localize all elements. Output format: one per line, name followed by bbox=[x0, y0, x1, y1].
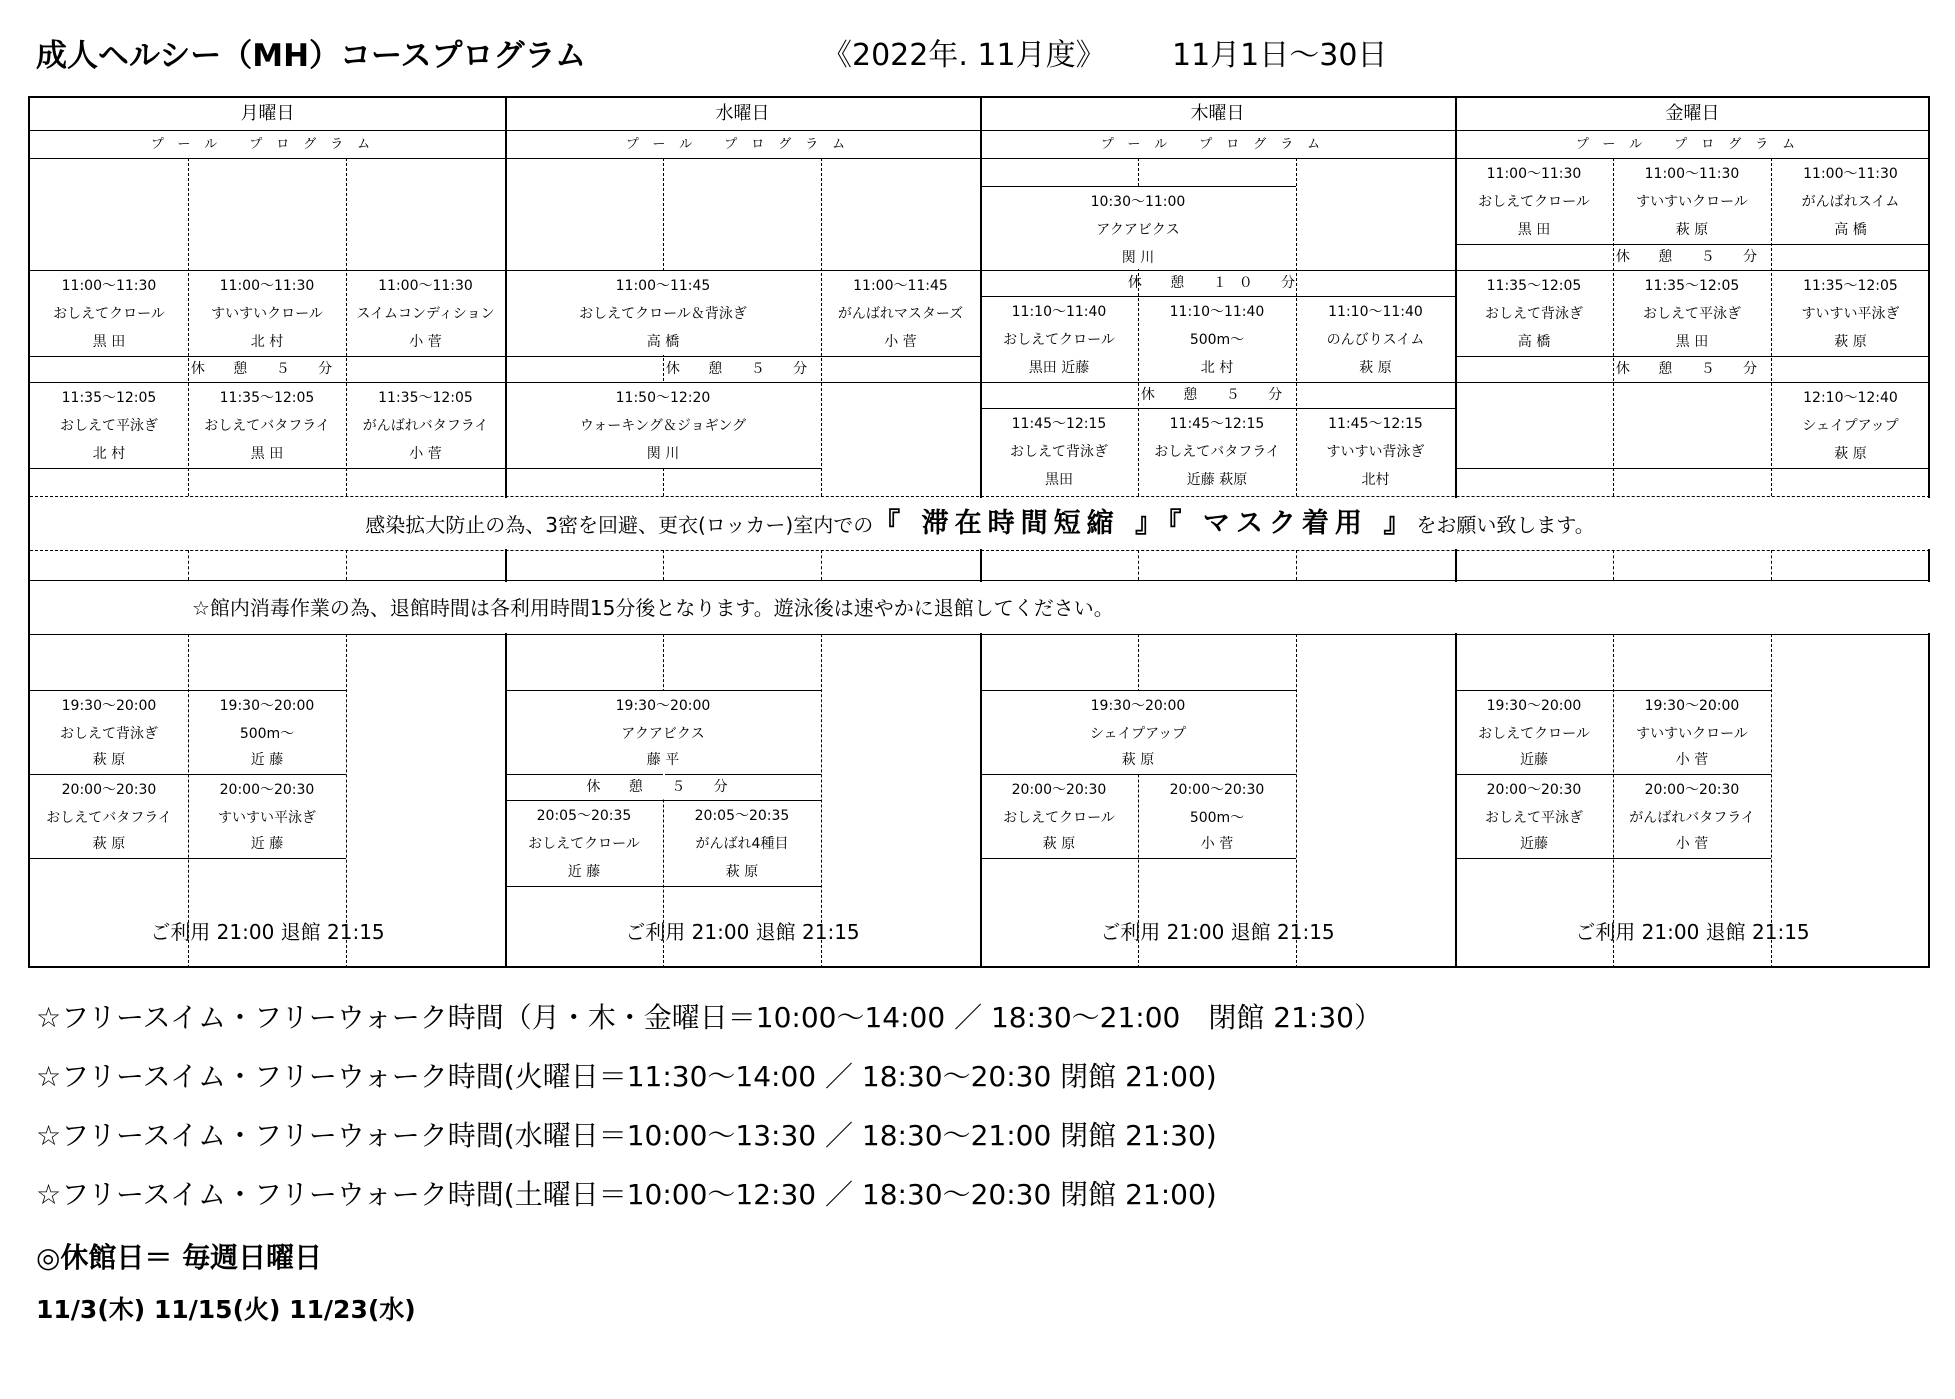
break-10-label: 休 憩 １０ 分 bbox=[1127, 275, 1308, 291]
closing-time: ご利用 21:00 退館 21:15 bbox=[625, 920, 860, 944]
day-header-friday: 金曜日 bbox=[1665, 103, 1720, 124]
schedule-table: 月曜日 水曜日 木曜日 金曜日 プール プログラム プール プログラム プール プログラム プール プログラム 休 憩 ５ 分 11:00～11:30 おしえてクロール 黒 田 11:00～11:30 すいすいクロール 北 村 11:00～11:30 スイムコンディション 小 菅 11:35～12:05 おしえて平泳ぎ 北 村 11:35～12:05 おしえてバタフライ 黒 田 11:35～12:05 がんばれバタフライ 小 菅 休 憩 ５ 分 11:00～11:45 おしえてクロール＆背泳ぎ 高 橋 11:00～11:45 がんばれマスターズ 小 菅 11:50～12:20 ウォーキング＆ジョギング 関 川 休 憩 １０ 分 休 憩 ５ 分 10:30～11:00 アクアビクス 関 川 11:10～11:40 おしえてクロール 黒田 近藤 11:10～11:40 500m～ 北 村 11:10～11:40 のんびりスイム 萩 原 11:45～12:15 おしえて背泳ぎ 黒田 11:45～12:15 おしえてバタフライ 近藤 萩原 11:45～12:15 すいすい背泳ぎ 北村 休 憩 ５ 分 休 憩 ５ 分 11:00～11:30 おしえてクロール 黒 田 11:00～11:30 すいすいクロール 萩 原 11:00～11:30 がんばれスイム 高 橋 11:35～12:05 おしえて背泳ぎ 高 橋 11:35～12:05 おしえて平泳ぎ 黒 田 11:35～12:05 すいすい平泳ぎ 萩 原 12:10～12:40 シェイプアップ 萩 原 感染拡大防止の為、3密を回避、更衣(ロッカー)室内での『 滞在時間短縮 』『 マスク着用 』をお願い致します。 ☆館内消毒作業の為、退館時間は各利用時間15分後となります。遊泳後は速やかに退館してください。 19:30～20:00 おしえて背泳ぎ 萩 原 19:30～20:00 500m～ 近 藤 20:00～20:30 おしえてバタフライ 萩 原 20:00～20:30 すいすい平泳ぎ 近 藤 ご利用 21:00 退館 21:15 休 憩 ５ 分 19:30～20:00 アクアビクス 藤 平 20:05～20:35 おしえてクロール 近 藤 20:05～20:35 がんばれ4種目 萩 原 ご利用 21:00 退館 21:15 19:30～20:00 シェイプアップ 萩 原 20:00～20:30 おしえてクロール 萩 原 20:00～20:30 500m～ 小 菅 ご利用 21:00 退館 21:15 19:30～20:00 おしえてクロール 近藤 19:30～20:00 すいすいクロール 小 菅 20:00～20:30 おしえて平泳ぎ 近藤 20:00～20:30 がんばれバタフライ 小 菅 ご利用 21:00 退館 21:15 bbox=[28, 96, 1930, 968]
break-label: 休 憩 ５ 分 bbox=[190, 361, 345, 377]
closed-days: ◎休館日＝ 毎週日曜日 bbox=[36, 1241, 323, 1274]
pool-program-label: プール プログラム bbox=[1100, 137, 1335, 152]
pool-program-label: プール プログラム bbox=[1575, 137, 1810, 152]
break-label: 休 憩 ５ 分 bbox=[586, 779, 740, 795]
holiday-dates: 11/3(木) 11/15(火) 11/23(水) bbox=[36, 1295, 416, 1324]
break-label: 休 憩 ５ 分 bbox=[1615, 249, 1770, 265]
free-swim-sat: ☆フリースイム・フリーウォーク時間(土曜日＝10:00～12:30 ／ 18:30～20:30 閉館 21:00) bbox=[36, 1178, 1217, 1211]
pool-program-label: プール プログラム bbox=[150, 137, 385, 152]
closing-time: ご利用 21:00 退館 21:15 bbox=[1575, 920, 1810, 944]
period-label: 《2022年. 11月度》 bbox=[822, 38, 1106, 73]
notice-mask: 感染拡大防止の為、3密を回避、更衣(ロッカー)室内での『 滞在時間短縮 』『 マスク着用 』をお願い致します。 bbox=[365, 508, 1595, 539]
break-label: 休 憩 ５ 分 bbox=[1615, 361, 1770, 377]
free-swim-tue: ☆フリースイム・フリーウォーク時間(火曜日＝11:30～14:00 ／ 18:30～20:30 閉館 21:00) bbox=[36, 1060, 1217, 1093]
pool-program-label: プール プログラム bbox=[625, 137, 860, 152]
date-range: 11月1日～30日 bbox=[1172, 38, 1388, 73]
notice-disinfection: ☆館内消毒作業の為、退館時間は各利用時間15分後となります。遊泳後は速やかに退館してください。 bbox=[192, 596, 1114, 620]
free-swim-wed: ☆フリースイム・フリーウォーク時間(水曜日＝10:00～13:30 ／ 18:30～21:00 閉館 21:30) bbox=[36, 1119, 1217, 1152]
page-title: 成人ヘルシー（MH）コースプログラム bbox=[36, 38, 587, 74]
free-swim-mon-thu-fri: ☆フリースイム・フリーウォーク時間（月・木・金曜日＝10:00～14:00 ／ 18:30～21:00 閉館 21:30） bbox=[36, 1001, 1382, 1034]
day-header-thursday: 木曜日 bbox=[1190, 103, 1245, 124]
day-header-wednesday: 水曜日 bbox=[715, 103, 770, 124]
break-label: 休 憩 ５ 分 bbox=[665, 361, 820, 377]
day-header-monday: 月曜日 bbox=[240, 103, 295, 124]
closing-time: ご利用 21:00 退館 21:15 bbox=[1100, 920, 1335, 944]
break-label: 休 憩 ５ 分 bbox=[1140, 387, 1295, 403]
closing-time: ご利用 21:00 退館 21:15 bbox=[150, 920, 385, 944]
